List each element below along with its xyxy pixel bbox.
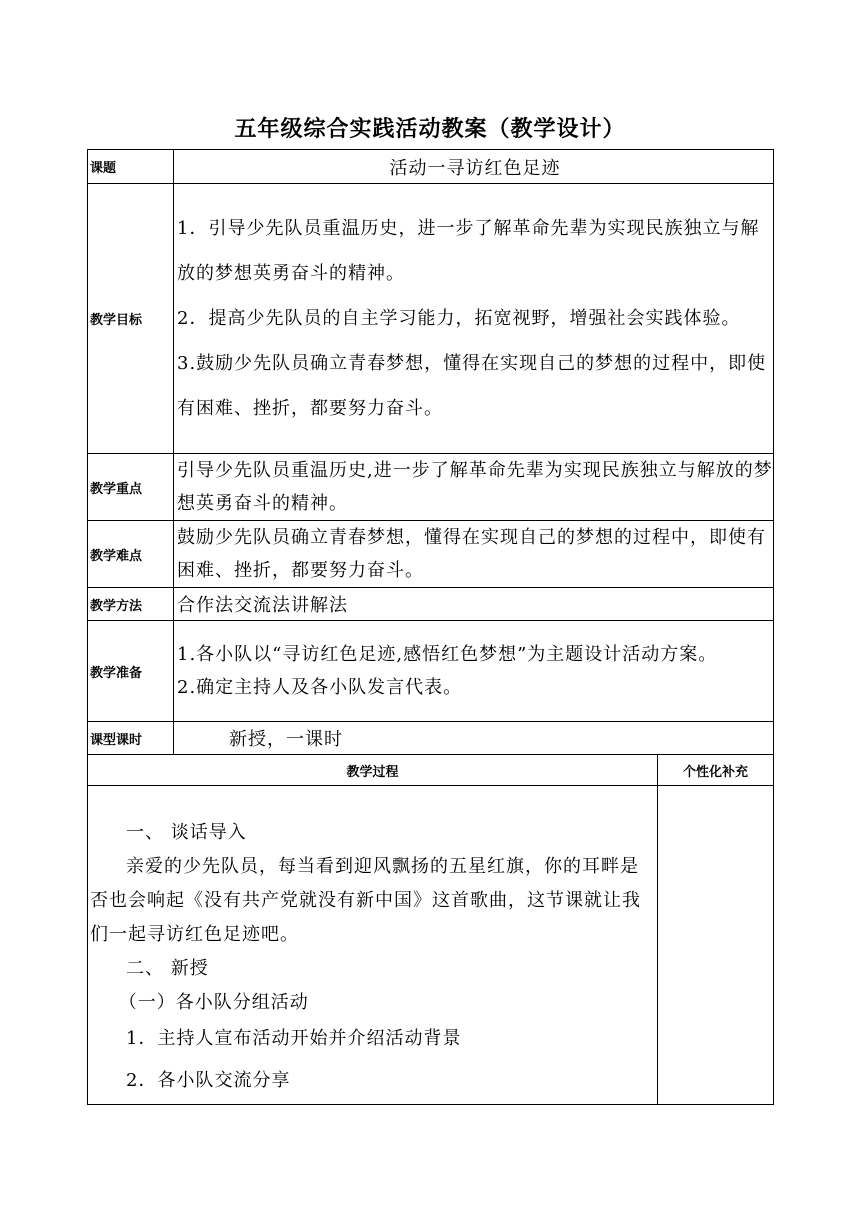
label-methods: 教学方法 bbox=[88, 588, 174, 621]
process-line: 二、 新授 bbox=[126, 958, 209, 979]
row-goals bbox=[88, 184, 774, 454]
document-title: 五年级综合实践活动教案（教学设计） bbox=[234, 117, 626, 142]
goal-item: 1．引导少先队员重温历史，进一步了解革命先辈为实现民族独立与解放的梦想英勇奋斗的精神。 bbox=[177, 218, 760, 284]
row-process-header bbox=[88, 755, 774, 786]
lesson-plan-table bbox=[87, 149, 774, 1105]
value-lesson-type: 新授，一课时 bbox=[174, 722, 774, 755]
row-preparation bbox=[88, 621, 774, 722]
value-topic: 活动一寻访红色足迹 bbox=[174, 150, 774, 184]
row-key-points bbox=[88, 454, 774, 521]
process-header: 教学过程 bbox=[88, 755, 658, 786]
label-goals: 教学目标 bbox=[88, 184, 174, 454]
label-topic: 课题 bbox=[88, 150, 174, 184]
preparation-item: 1.各小队以“寻访红色足迹,感悟红色梦想”为主题设计活动方案。 bbox=[177, 644, 718, 665]
row-methods bbox=[88, 588, 774, 621]
process-line: 1．主持人宣布活动开始并介绍活动背景 bbox=[126, 1028, 462, 1049]
process-line: 2．各小队交流分享 bbox=[126, 1070, 291, 1091]
process-body bbox=[88, 786, 658, 1105]
supplement-cell bbox=[658, 786, 774, 1105]
row-topic bbox=[88, 150, 774, 184]
supplement-header: 个性化补充 bbox=[658, 755, 774, 786]
row-difficulties bbox=[88, 521, 774, 588]
label-preparation: 教学准备 bbox=[88, 621, 174, 722]
process-line: 亲爱的少先队员，每当看到迎风飘扬的五星红旗，你的耳畔是否也会响起《没有共产党就没有新中国》这首歌曲，这节课就让我们一起寻访红色足迹吧。 bbox=[90, 856, 641, 945]
goal-item: 3.鼓励少先队员确立青春梦想，懂得在实现自己的梦想的过程中，即使有困难、挫折，都要努力奋斗。 bbox=[177, 353, 767, 419]
label-difficulties: 教学难点 bbox=[88, 521, 174, 588]
value-goals bbox=[174, 184, 774, 454]
row-lesson-type bbox=[88, 722, 774, 755]
difficulties-text: 鼓励少先队员确立青春梦想，懂得在实现自己的梦想的过程中，即使有困难、挫折，都要努力奋斗。 bbox=[177, 527, 766, 581]
label-key-points: 教学重点 bbox=[88, 454, 174, 521]
value-methods: 合作法交流法讲解法 bbox=[174, 588, 774, 621]
goal-item: 2．提高少先队员的自主学习能力，拓宽视野，增强社会实践体验。 bbox=[177, 308, 741, 329]
process-line: （一）各小队分组活动 bbox=[118, 992, 309, 1013]
value-difficulties bbox=[174, 521, 774, 588]
preparation-item: 2.确定主持人及各小队发言代表。 bbox=[177, 677, 463, 698]
value-preparation bbox=[174, 621, 774, 722]
value-key-points bbox=[174, 454, 774, 521]
row-process-body bbox=[88, 786, 774, 1105]
process-line: 一、 谈话导入 bbox=[126, 822, 247, 843]
key-points-text: 引导少先队员重温历史,进一步了解革命先辈为实现民族独立与解放的梦想英勇奋斗的精神。 bbox=[177, 460, 773, 514]
label-lesson-type: 课型课时 bbox=[88, 722, 174, 755]
